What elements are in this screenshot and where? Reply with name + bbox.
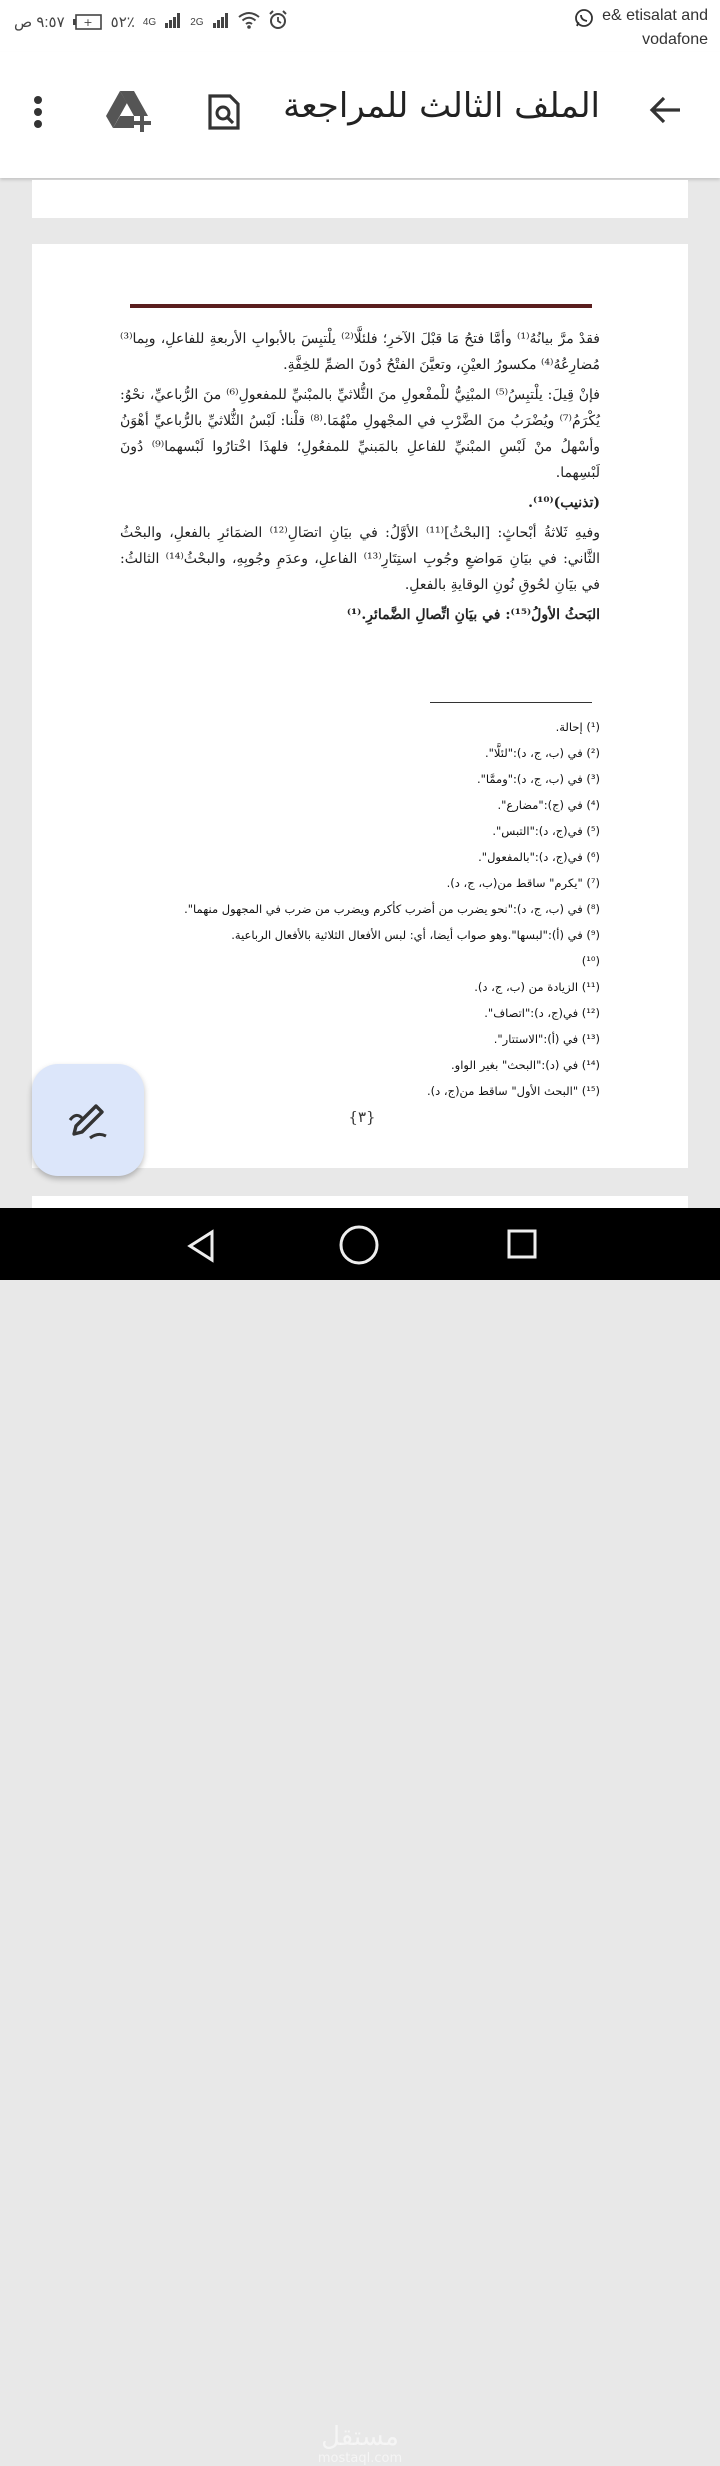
- battery-icon: [73, 14, 103, 30]
- signal-icon: [164, 12, 182, 32]
- footnote: (¹³) في (أ):"الاستتار".: [493, 1032, 600, 1046]
- footnote-separator: [430, 702, 592, 703]
- wifi-icon: [238, 11, 260, 33]
- footnote: (²) في (ب، ج، د):"لئلَّا".: [484, 746, 600, 760]
- footnotes: [120, 714, 600, 1104]
- footnote: (⁶) في(ج، د):"بالمفعول".: [478, 850, 600, 864]
- edit-pencil-icon: [66, 1098, 110, 1142]
- footnote: (⁹) في (أ):"لبسها".وهو صواب أيضا، أي: لبس الأفعال الثلاثية بالأفعال الرباعية.: [231, 928, 600, 942]
- status-time: ٩:٥٧ ص: [14, 14, 65, 31]
- carrier-name: [602, 4, 708, 52]
- paragraph: فقدْ مرَّ بيانُهُ⁽¹⁾ وأمَّا فتحُ مَا قبْلَ الآخرِ؛ فلئلَّا⁽²⁾ يلْتبِسَ بالأبوابِ الأربعةِ للفاعلِ، وبِما⁽³⁾ مُضارِعُهُ⁽⁴⁾ مكسورُ العيْنِ، وتعيَّنَ الفتْحُ دُونَ الضمِّ للخِفَّةِ.: [120, 331, 600, 373]
- footnote: (⁸) في (ب، ج، د):"نحو يضرب من أضرب كأكرم ويضرب من ضرب في المجهول منهما".: [184, 902, 600, 916]
- watermark-logo: [290, 2422, 430, 2466]
- footnote: (¹) إحالة.: [555, 720, 600, 734]
- footnote: (¹⁰): [581, 954, 600, 968]
- paragraph: فإنْ قِيلَ: يلْتبِسُ⁽⁵⁾ المبْنِيُّ للْمفْعولِ منَ الثُّلاثيِّ بالمبْنيِّ للمفعولِ⁽⁶⁾ منَ الرُّباعيِّ، نحْوُ: يُكْرَمُ⁽⁷⁾ ويُضْرَبُ منَ الضَّرْبِ في المجْهولِ منْهُمَا.⁽⁸⁾ قلْنا: لَبْسُ الثُّلاثيِّ بالرُّباعيِّ أهْوَنُ وأسْهلُ منْ لَبْسِ المبْنيِّ للفاعلِ بالمَبنيِّ للمفعُولِ؛ فلهذَا اخْتارُوا لَبْسهما⁽⁹⁾ دُونَ لَبْسِهما.: [120, 387, 601, 481]
- carrier-line-1: e& etisalat and: [602, 7, 708, 24]
- more-options-icon[interactable]: [28, 92, 48, 132]
- signal-icon-2: [212, 12, 230, 32]
- network-2g-label: 2G: [190, 16, 204, 28]
- footnote: (⁴) في (ج):"مضارع".: [497, 798, 600, 812]
- network-4g-label: 4G: [142, 16, 157, 28]
- system-navigation-bar: [0, 1208, 720, 2466]
- next-page: [32, 1196, 688, 1208]
- nav-recent-apps-icon[interactable]: [506, 1228, 538, 1260]
- svg-text:+: +: [83, 16, 93, 29]
- document-title: الملف الثالث للمراجعة: [283, 86, 600, 126]
- paragraph: وفيهِ ثَلاثةُ أبْحاثٍ: [البحْثُ]⁽¹¹⁾ الأوَّلُ: في بيَانِ اتصَالِ⁽¹²⁾ الضمَائرِ بالفعلِ، والبحْثُ الثَّاني: في بيَانِ مَواضعِ وجُوبِ استِتَارِ⁽¹³⁾ الفاعلِ، وعدَمِ وجُوبِهِ، والبحْثُ⁽¹⁴⁾ الثالثُ: في بيَانِ لحُوقِ نُونِ الوقايةِ بالفعلِ.: [120, 525, 601, 593]
- whatsapp-icon: [574, 8, 594, 28]
- edit-button[interactable]: [32, 1064, 144, 1176]
- footnote: (⁵) في(ج، د):"التبس".: [492, 824, 600, 838]
- page-number: {٣}: [348, 1108, 376, 1126]
- battery-percent: ٥٢٪: [110, 14, 135, 31]
- footnote: (¹⁴) في (د):"البحث" بغير الواو.: [451, 1058, 600, 1072]
- footnote: (¹¹) الزيادة من (ب، ج، د).: [474, 980, 600, 994]
- nav-home-icon[interactable]: [336, 1222, 382, 1268]
- find-in-document-icon[interactable]: [204, 92, 244, 132]
- footnote: (⁷) "يكرم" ساقط من(ب، ج، د).: [446, 876, 600, 890]
- status-icons: [14, 10, 288, 34]
- add-to-drive-icon[interactable]: [104, 88, 154, 134]
- footnote: (¹²) في(ج، د):"اتصاف".: [484, 1006, 600, 1020]
- paragraph: (تذنيب)⁽¹⁰⁾.: [528, 495, 600, 511]
- app-toolbar: [0, 52, 720, 178]
- watermark-latin: mostaql.com: [317, 2451, 403, 2466]
- section-heading: البَحثُ الأولُ⁽¹⁵⁾: في بيَانِ اتِّصالِ الضَّمائرِ.⁽¹⁾: [346, 607, 600, 623]
- status-bar: [0, 0, 720, 52]
- nav-back-icon[interactable]: [182, 1226, 222, 1266]
- page-body: [120, 326, 600, 632]
- back-arrow-icon[interactable]: [646, 90, 686, 130]
- alarm-icon: [268, 10, 288, 34]
- previous-page: [32, 180, 688, 218]
- header-rule: [130, 304, 592, 308]
- footnote: (³) في (ب، ج، د):"وممَّا".: [476, 772, 600, 786]
- document-page: [32, 244, 688, 1168]
- carrier-line-2: vodafone: [642, 31, 708, 48]
- footnote: (¹⁵) "البحث الأول" ساقط من(ج، د).: [427, 1084, 600, 1098]
- watermark-arabic: مستقل: [321, 2422, 399, 2452]
